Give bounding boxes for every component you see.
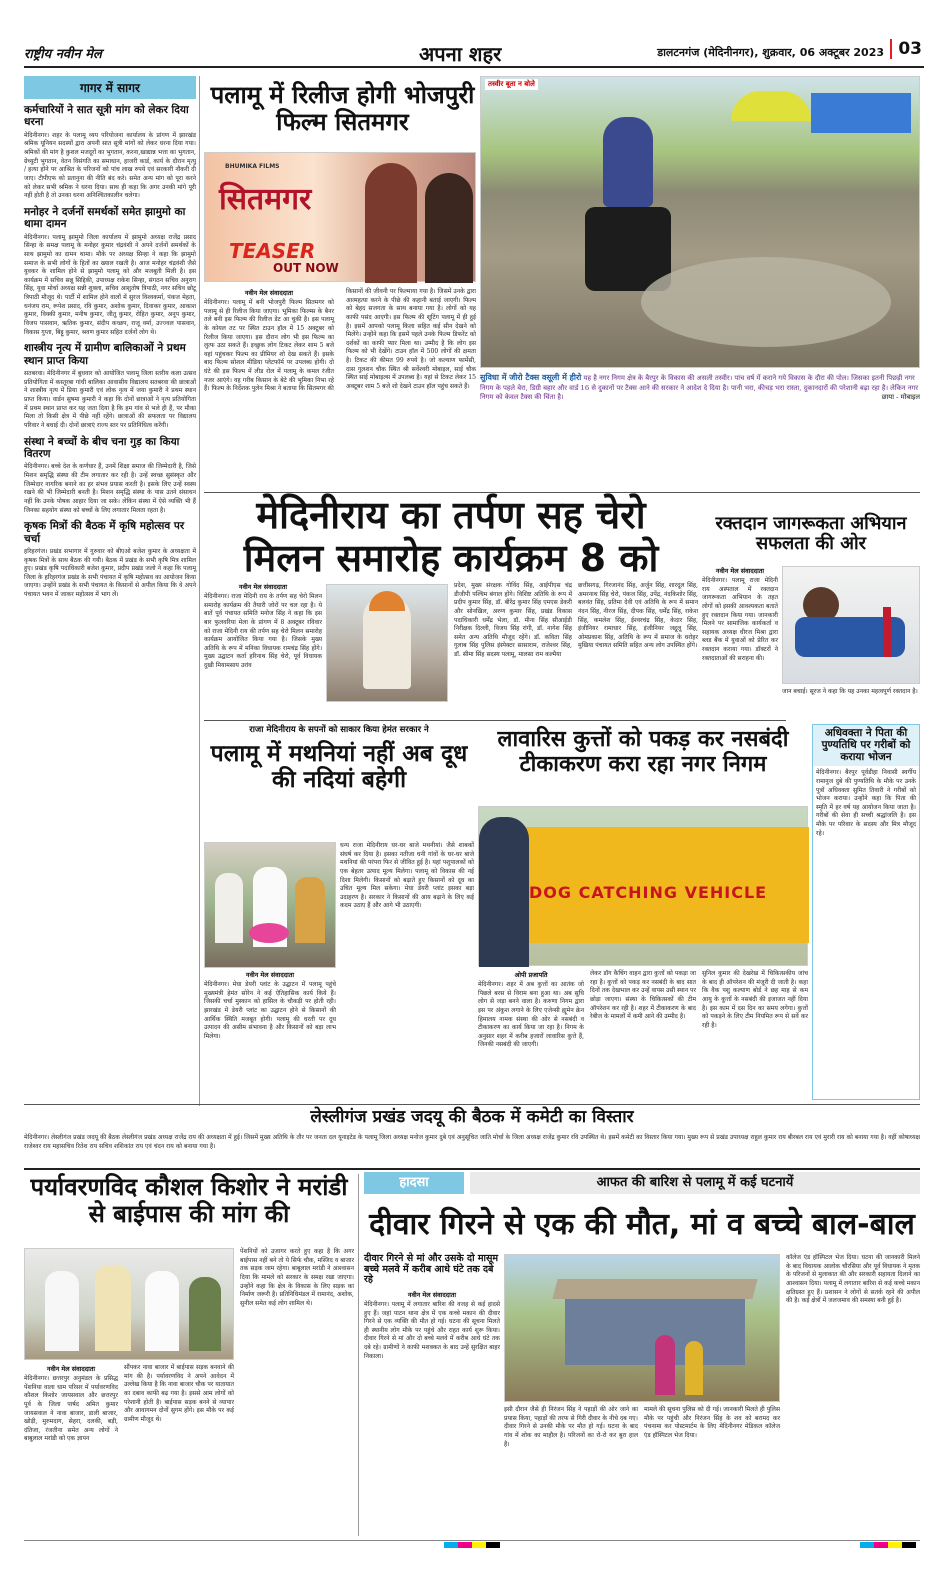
rain-story-text-3: मामले की सूचना पुलिस को दी गई। जानकारी मिलते ही पुलिस मौके पर पहुंची और निरंजन सिंह के शव को बरामद कर पंचनामा कर पोस्टमार्टम के लिए मेदिनीनगर मेडिकल कॉलेज एंड हॉस्पिटल भेज दिया। <box>644 1406 780 1439</box>
dogs-story-text: ओपी प्रजापति मेदिनीनगर। शहर में अब कुत्तों का आतंक जो पिछले बरस से विराम बना हुआ था। अब सुधि लोग से जड़ा बनने वाला है। करुणा निगम द्वारा इस पर अंकुश लगाने के लिए एजेन्सी ह्यूमेन क्रेन हिमालय नामक संस्था की ओर से नसबंदी व टीकाकरण का कार्य किया जा रहा है। निगम के अनुसार शहर में करीब हजारों लावारिस कुत्ते हैं, जिनकी नसबंदी की जाएगी। लेकर डॉग कैचिंग वाहन द्वारा कुत्तों को पकड़ा जा रहा है। कुत्तों को पकड़ कर नसबंदी के बाद सात दिनों तक देखभाल कर उन्हें वापस उसी स्थान पर छोड़ा जाएगा। संस्था के चिकित्सकों की टीम ऑपरेशन कर रही है। शहर में टीकाकरण के बाद रेबीज के मामलों में कमी आने की उम्मीद है। सुनिल कुमार की देखरेख में चिकित्सकीय जांच के बाद ही ऑपरेशन की मंजूरी दी जाती है। कहा कि वैक पशु कल्याण बोर्ड ने छह माह से कम आयु के कुत्तों के नसबंदी की इजाजत नहीं दिया है। इस काम में दस दिन का समय लगेगा। कुत्तों को पकड़ने के लिए टीम नियमित रूप से सर्वे कर रही है। <box>478 970 808 1049</box>
film-poster: BHUMIKA FILMS सितमगर TEASER OUT NOW <box>204 152 476 282</box>
tarpan-story-text: नवीन मेल संवाददाता मेदिनीनगर। राजा मेदिनी राय के तर्पण सह चेरो मिलन समारोह कार्यक्रम की तैयारी जोरों पर चल रहा है। ये बातें पूर्व पंचायत समिति मनोज सिंह ने कहा कि इस बार फुलवरिया मेला के प्रांगण में 8 अक्टूबर रविवार को राजा मेदिनी राय की तर्पण सह चेरो मिलन समारोह कार्यक्रम आयोजित किया गया है। जिसके मुख्य अतिथि के रूप में मनिका विधायक रामचंद्र सिंह होंगे। मुख्य उद्घाटन कर्ता हरिनाथ सिंह चेरो, पूर्व विधायक दुखी मियामसाय उरांव प्रदेश, मुख्य संरक्षक गोविंद सिंह, आईपीएस चंद्र डीजीपी पश्चिम बंगाल होंगे। विशिष्ट अतिथि के रूप में प्रदीप कुमार सिंह, डॉ. बीरेंद्र कुमार सिंह एमएस डेकरी और सोनखिल, अरुण कुमार सिंह, प्रखंड विकास पदाधिकारी धर्मेंद्र भेला, डॉ. मीना सिंह सीआईडी निरीक्षक दिल्ली, विजय सिंह रांगी, डॉ. नागेश सिंह समेत अन्य अतिथि मौजूद रहेंगे। डॉ. कविता सिंह गुलाब सिंह पुलिस इंस्पेक्टर सासाराम, राजेश्वर सिंह, डॉ. सीमा सिंह सदस्य पलामू, मालसा राम कल्मैया छत्तीसगढ़, गिरजानंद सिंह, अर्जुन सिंह, शारदूल सिंह, अमरनाथ सिंह चेरो, पंकज सिंह, उपेंद्र, नंदकिशोर सिंह, बलवंत सिंह, प्रतिमा देवी एवं अतिथि के रूप में समान नंदन सिंह, नीरज सिंह, दीपक सिंह, धर्मेंद्र सिंह, राकेश सिंह, कमलेश सिंह, ईश्वरचंद्र सिंह, केदार सिंह, इंजीनियर रामाधार सिंह, इंजीनियर जद्दूलू सिंह, ओमप्रकाश सिंह, अतिथि के रूप में समाज के धरोहर मुखिया पंचायत समिति सहित अन्य लोग उपस्थित होंगे। <box>204 582 698 710</box>
vehicle-label: DOG CATCHING VEHICLE <box>529 883 768 902</box>
column-tag: गागर में सागर <box>24 76 196 99</box>
river-strap: राजा मेदिनीराय के सपनों को साकार किया हेमंत सरकार ने <box>249 725 429 735</box>
river-story-text: नवीन मेल संवाददाता मेदिनीनगर। मेघा डेयरी प्लांट के उद्घाटन में पलामू पहुंचे मुख्यमंत्री हेमंत सोरेन ने कई ऐतिहासिक कार्य किये हैं। जिसकी चर्चा मुस्कान को हासिल के चौकड़ी पर होती रही। झारखंड में डेयरी प्लांट का उद्घाटन होने से किसानों की आर्थिक स्थिति मजबूत होगी। पलामू की धरती पर दूध उत्पादन की असीम संभावना है और किसानों को बड़ा लाभ मिलेगा। <box>204 971 336 1040</box>
poster-actress <box>365 163 417 283</box>
rain-strap: आफत की बारिश से पलामू में कई घटनायें <box>470 1172 920 1194</box>
rain-story-text-4: कॉलेज एंड हॉस्पिटल भेज दिया। घटना की जानकारी मिलने के बाद विधायक आलोक चौरसिया और पूर्व विधायक ने मृतक के परिजनों से मुलाकात की और सरकारी सहायता दिलाने का आश्वासन दिया। पलामू में लगातार बारिश से कई कच्चे मकान क्षतिग्रस्त हुए हैं। प्रशासन ने लोगों से सतर्क रहने की अपील की है। कई क्षेत्रों में जलजमाव की समस्या बनी हुई है। <box>786 1254 920 1305</box>
env-story-text-2: सौंपकर नावा बाजार में बाईपास सड़क बनवाने की मांग की है। पर्यावरणविद ने अपने आवेदन में उल्लेख किया है कि नावा बाजार चौक पर यातायात का दबाव काफी बढ़ गया है। इससे आम लोगों को परेशानी होती है। बाईपास सड़क बनने से व्यापार और आवागमन दोनों सुगम होंगे। इस मौके पर कई ग्रामीण मौजूद थे। <box>124 1364 234 1423</box>
brief-2-title: मनोहर ने दर्जनों समर्थकों समेत झामुमो का थामा दामन <box>24 205 186 231</box>
film-headline: पलामू में रिलीज होगी भोजपुरी फिल्म सितमगर <box>210 81 475 136</box>
rain-headline: दीवार गिरने से एक की मौत, मां व बच्चे बाल-बाल <box>369 1207 915 1242</box>
river-story-text-2: धन्य राजा मेदिनीराय घर-घर बाजे मथनीयां। जैसे शाबकों संघर्ष कर दिया है। इसका नतीजा धनी गांवों के घर-घर बाजे मथनियां की परंपरा फिर से जीवित हुई है। यहां पशुपालकों को एक बेहतर उत्पाद मूल्य मिलेगा। पलामू को विकास की नई दिशा मिलेगी। किसानों को बढ़ाते हुए किसानों को दूध का उचित मूल्य मिल सकेगा। मेघा डेयरी प्लांट इसका बड़ा उदाहरण है। सरकार ने किसानों की आय बढ़ाने के लिए कई कदम उठाए हैं और आगे भी उठाएगी। <box>340 842 474 910</box>
stall-tent <box>811 93 911 133</box>
env-headline: पर्यावरणविद कौशल किशोर ने मरांडी से बाईपास की मांग की <box>30 1173 348 1228</box>
rain-story-text-2: इसी दौरान जैसे ही निरंजन सिंह ने पहाड़ों की ओर जाने का प्रयास किया, पहाड़ों की तरफ से गिरी दीवार के नीचे दब गए। दीवार गिरने से उनकी मौके पर मौत हो गई। घटना के बाद गांव में शोक का माहौल है। परिजनों का रो-रो कर बुरा हाल है। <box>504 1406 638 1448</box>
brief-1-title: कर्मचारियों ने सात सूत्री मांग को लेकर दिया धरना <box>24 104 189 129</box>
brief-3-body: सतबरवा। मेदिनीनगर में बुधवार को आयोजित पलामू जिला स्तरीय कला उत्सव प्रतियोगिता में कस्तूरबा गांधी बालिका आवासीय विद्यालय सतबरवा की छात्राओं ने शास्त्रीय नृत्य में प्रिया कुमारी एवं लोक नृत्य में जया कुमारी ने प्रथम स्थान प्राप्त किया। वार्डन सुषमा कुमारी ने कहा कि दोनों छात्राओं ने नृत्य प्रतियोगिता में प्रथम स्थान प्राप्त कर यह जता दिया है कि हम गांव से भले ही हैं, पर मौका मिला तो किसी क्षेत्र में पीछे नहीं रहेंगे। छात्राओं की सफलता पर विद्यालय परिवार ने बधाई दी। दोनों छात्राएं राज्य स्तर पर प्रतिनिधित्व करेंगी। <box>24 370 196 429</box>
blood-story-text: नवीन मेल संवाददाता मेदिनीनगर। पलामू राजा मेदिनी राय अस्पताल में रक्तदान जागरूकता अभियान के तहत लोगों को इसकी आवश्यकता बताते हुए रक्तदान किया गया। जानकारी मिलने पर सामाजिक कार्यकर्ता व सहायक अध्यक्ष धीरज मिश्रा द्वारा ब्लड बैंक में युवाओं को प्रेरित कर रक्तदान कराया गया। डॉक्टरों ने रक्तदाताओं की सराहना की। <box>702 567 778 662</box>
left-briefs-column <box>24 76 196 1106</box>
dog-catching-vehicle-photo <box>478 806 808 966</box>
brief-2-body: मेदिनीनगर। पलामू झामुमो जिला कार्यालय में झामुमो अध्यक्ष राजेंद्र प्रसाद सिन्हा के समक्ष पलामू के मनोहर कुमार चंद्रवंशी ने अपने दर्जनों समर्थकों के साथ झामुमो का दामन थामा। मौके पर अध्यक्ष सिन्हा ने कहा कि झामुमो समाज के सभी लोगों के हितों का ख्याल रखती है। आज मनोहर चंद्रवंशी जैसे युवकर के शामिल होने से झामुमो पलामू को और मजबूती मिली है। इस कार्यक्रम में सचिव सन्नू सिद्दिकी, उपाध्यक्ष राकेश सिन्हा, संगठन सचिव अनुराग सिंह, युवा मोर्चा अध्यक्ष सन्नी शुक्ला, सचिव आशुतोष त्रिपाठी, नगर सचिव छोटू त्रिपाठी मौजूद थे। पार्टी में शामिल होने वालों में सुरज विश्वकर्मा, पंकज मेहता, धनंजय राम, रूपेश प्रसाद, रवि कुमार, अशोक कुमार, दिवाकर कुमार, आकाश कुमार, विक्की कुमार, मनीष कुमार, जीतू कुमार, रोहित कुमार, अनूप कुमार, विजय पासवान, ऋतिक कुमार, संदीप कच्छप, राजू वर्मा, उज्ज्वल पासवान, विकास गुप्ता, बिट्टू कुमार, श्रवण कुमार सहित दर्जनों लोग थे। <box>24 233 196 336</box>
rain-subhead: दीवार गिरने से मां और उसके दो मासूम बच्चे मलवे में करीब आधे घंटे तक दबे रहे <box>364 1253 499 1286</box>
jdu-body: मेदिनीनगर। लेस्लीगंज प्रखंड जदयू की बैठक लेस्लीगंज प्रखंड अध्यक्ष राजेंद्र राय की अध्यक्षता में हुई। जिसमें मुख्य अतिथि के तौर पर जनता दल यूनाइटेड के पलामू जिला अध्यक्ष मनोज कुमार दुबे एवं अनुसूचित जाति मोर्चा के जिला अध्यक्ष राजेंद्र कुमार रवि उपस्थित थे। इसमें कमेटी का विस्तार किया गया। मुख्य रूप से प्रखंड उपाध्यक्ष राहुल कुमार राय बीरबल राय एवं मुरारी राय को बनाया गया है। वहीं कोषाध्यक्ष राजेश्वर राय महासचिव रितेश राय सचिव शशिकांत राय एवं चंदन राय को बनाया गया है। <box>24 1134 920 1150</box>
tribute-body: मेदिनीनगर। बैरपुर पूर्वडीहा निवासी स्वर्गीय रामानुज दुबे की पुण्यतिथि के मौके पर उनके पुत्रों अधिवक्ता सुमित तिवारी ने गरीबों को भोजन कराया। उन्होंने कहा कि पिता की स्मृति में हर वर्ष यह आयोजन किया जाता है। गरीबों की सेवा ही सच्ची श्रद्धांजलि है। इस मौके पर परिवार के सदस्य और मित्र मौजूद रहे। <box>816 769 916 837</box>
brief-4-body: मेदिनीनगर। बच्चे देश के कर्णधार हैं, उनमें शिक्षा समाज की जिम्मेदारी है, जिसे मिशन समृद्धि संस्था की टीम लगातार कर रही है। उन्हें स्वच्छ सुसंस्कृत और जिम्मेदार नागरिक बनाने का हर संभव प्रयास करती है। इसके लिए उन्हें स्वस्थ रखने की भी जिम्मेदारी बनती है। मिशन समृद्धि संस्था के पास उतने संसाधन नहीं कि उनके पोषक आहार दिया जा सके। लेकिन संस्था में ऐसे व्यक्ति भी हैं जिनका सहयोग संस्था को बच्चों के लिए लगातार मिलता रहता है। <box>24 463 196 514</box>
river-headline: पलामू में मथनियां नहीं अब दूध की नदियां बहेगी <box>210 741 468 793</box>
tarpan-headline: मेदिनीराय का तर्पण सह चेरो मिलन समारोह कार्यक्रम 8 को <box>243 493 659 580</box>
jdu-headline: लेस्लीगंज प्रखंड जदयू की बैठक में कमेटी का विस्तार <box>310 1107 634 1127</box>
cm-greeting-photo <box>204 842 336 968</box>
rain-story-text: दीवार गिरने से मां और उसके दो मासूम बच्चे मलवे में करीब आधे घंटे तक दबे रहे नवीन मेल संवाददाता मेदिनीनगर। पलामू में लगातार बारिश की वजह से कई हादसे हुए हैं। जहां पाटन थाना क्षेत्र में एक कच्चे मकान की दीवार गिरने से एक व्यक्ति की मौत हो गई। घटना की सूचना मिलते ही स्थानीय लोग मौके पर पहुंचे और राहत कार्य शुरू किया। दीवार गिरने से मां और दो बच्चे मलवे में करीब आधे घंटे तक दबे रहे। ग्रामीणों ने काफी मशक्कत के बाद उन्हें सुरक्षित बाहर निकाला। <box>364 1253 500 1360</box>
brief-3-title: शास्त्रीय नृत्य में ग्रामीण बालिकाओं ने प्रथम स्थान प्राप्त किया <box>24 342 186 367</box>
rain-tag: हादसा <box>364 1172 464 1194</box>
stall-umbrella <box>731 91 811 121</box>
rider <box>603 117 653 207</box>
film-story-text: नवीन मेल संवाददाता मेदिनीनगर। पलामू में बनी भोजपुरी फिल्म सितमगर को पलामू से ही रिलीज किया जाएगा। भूमिका फिल्म्स के बैनर तले बनी इस फिल्म की रिलीज डेट आ चुकी है। इस पलामू के कोयल तट पर स्थित टाउन हॉल में 15 अक्टूबर को रिलीज किया जाएगा। इस दौरान लोग भी इस फिल्म का लुत्फ उठा सकते हैं। इच्छुक लोग टिकट लेकर शाम 5 बजे वहां पहुंचकर फिल्म का प्रीमियर शो देख सकते हैं। इसके बाद फिल्म सोशल मीडिया प्लेटफॉर्म पर उपलब्ध होगी। दो घंटे की इस फिल्म में लीड रोल में पलामू के कमल रंजीत नजर आएंगे। वह गरीब किसान के बेटे की भूमिका निभा रहे हैं। फिल्म के निर्देशक पुलेन मिश्रा ने बताया कि सितमगर की किसानों की जीवनी पर फिल्माया गया है। जिसमें उनके द्वारा आत्महत्या करने के पीछे की कहानी बताई जाएगी। फिल्म को बेहद सजगता के साथ बनाया गया है। लोगों को यह काफी पसंद आएगी। इस फिल्म की शूटिंग पलामू में ही हुई है। इसमें आपको पलामू किला सहित कई सीन देखने को मिलेंगे। उन्होंने कहा कि इसमें पहले उनके फिल्म डिफरेंट को दर्शकों का काफी प्यार मिला था। उम्मीद है कि लोग इस फिल्म को भी देखेंगे। टाउन हॉल में 500 लोगों की क्षमता है। टिकट की कीमत 99 रुपये है। जो कल्याण फार्मेसी, दास गुलशन चौक स्थित श्री सर्वेश्वरी मोबाइल, साई चौक स्थित साई मोबाइल्स में उपलब्ध है। यहां से टिकट लेकर 15 अक्टूबर शाम 5 बजे शो देखने टाउन हॉल पहुंच सकते हैं। <box>204 288 476 393</box>
dogs-headline: लावारिस कुत्तों को पकड़ कर नसबंदी टीकाकरण करा रहा नगर निगम <box>497 727 789 777</box>
blood-donor-photo <box>782 566 920 684</box>
collapsed-house-photo <box>504 1254 780 1402</box>
paper-logo: राष्ट्रीय नवीन मेल <box>24 47 102 62</box>
poster-teaser: TEASER <box>229 239 316 263</box>
memorandum-photo <box>24 1248 234 1360</box>
column-rule <box>358 1174 359 1536</box>
brief-4-title: संस्था ने बच्चों के बीच चना गुड़ का किया वितरण <box>24 435 180 460</box>
brief-1-body: मेदिनीनगर। शहर के पलामू व्यय परियोजना कार्यालय के प्रांगण में झारखंड श्रमिक यूनियन सदस्यों द्वारा अपनी सात सूत्री मांगों को लेकर धरना दिया गया। श्रमिकों की मांग है कुशल मजदूरों का भुगतान, करना,खाद्यान्न भत्ता का भुगतान, ग्रेच्युटी भुगतान, वेतन विसंगति का समाधान, हाजरी कार्ड, कार्य के दौरान मृत्यु / हत्या होने पर आश्रित के परिजनों को पांच लाख रुपये एवं सरकारी नौकरी दी जाए। टीपीएफ को प्रतानुना की नीति बंद करे। समेत अन्य मांग को पूरा करने को लेकर सभी श्रमिक ने धरना दिया। साथ ही कहा कि अगर उनकी मांगे पूरी नहीं होती है तो उनका धरना अनिश्चितकालीन चलेगा। <box>24 131 196 200</box>
brief-5-body: हरिहरगंज। प्रखंड सभागार में गुरुवार को बीएओ बजेश कुमार के अध्यक्षता में कृषक मित्रों के साथ बैठक की गयी। बैठक में प्रखंड के सभी कृषि मित्र शामिल हुए। प्रखंड कृषि पदाधिकारी बजेश कुमार, प्रदीप प्रखंड जलो ने कहा कि पलामू जिला के हरिहरगंज प्रखंड के सभी पंचायत में कृषि महोत्सव का आयोजन किया जाएगा। उन्होंने प्रखंड के सभी पंचायत के किसानों से अपील किया कि वे अपने पंचायत भवन में जाकर महोत्सव में भाग लें। <box>24 547 196 599</box>
env-story-text: नवीन मेल संवाददाता मेदिनीनगर। छत्तरपुर अनुमंडल के प्रसिद्ध पेंशनिया वाला धाम परिसर में पर्यावरणविद कौशल किशोर जायसवाल और छत्तरपुर पूर्व के जिला पार्षद अमित कुमार जायसवाल ने नावा बाजार, डाली बाजार, खोड़ी, मुरुमदाग, सेहरा, दलकी, बड़ी, दंतिजा, रंजतीना समेत अन्य लोगों ने बाबूलाल मरांडी को एक ज्ञापन <box>24 1365 118 1443</box>
photo-kicker: तस्वीर बूता न बोले <box>485 79 538 90</box>
poster-out-now: OUT NOW <box>273 261 339 275</box>
blood-caption: जान बचाई। सूरज ने कहा कि यह उनका महत्वपूर्ण रक्तदान है। <box>782 688 918 695</box>
page-number: 03 <box>890 39 922 59</box>
puddle <box>641 257 891 347</box>
section-title: अपना शहर <box>419 42 502 66</box>
medini-rai-statue-photo <box>326 584 448 702</box>
brief-5-title: कृषक मित्रों की बैठक में कृषि महोत्सव पर चर्चा <box>24 520 185 545</box>
env-story-text-3: पेंशनियों को उजागर करते हुए कहा है कि अगर बाईपास नहीं बने तो ये सिर्फ चौक, मस्जिद व बाजार तक सड़क जाम रहेगा। बाबूलाल मरांडी ने आश्वासन दिया कि मामले को सरकार के समक्ष रखा जाएगा। उन्होंने कहा कि क्षेत्र के विकास के लिए सड़क का निर्माण जरूरी है। प्रतिनिधिमंडल में रामानंद, अशोक, सुनील समेत कई लोग शामिल थे। <box>240 1248 354 1307</box>
tribute-headline: अधिवक्ता ने पिता की पुण्यतिथि पर गरीबों को कराया भोजन <box>813 725 919 766</box>
section-rule <box>24 1168 920 1170</box>
section-rule <box>24 1104 920 1105</box>
masthead <box>24 38 924 68</box>
column-rule <box>199 76 200 1106</box>
section-rule <box>204 720 786 721</box>
blood-headline: रक्तदान जागरूकता अभियान सफलता की ओर <box>715 513 907 555</box>
poster-title: सितमगर <box>219 182 312 217</box>
tribute-box <box>812 724 920 1100</box>
color-registration-bar <box>24 1540 920 1548</box>
street-photo <box>480 76 920 368</box>
dateline: डालटनगंज (मेदिनीनगर), शुक्रवार, 06 अक्टूबर 2023 <box>657 46 884 59</box>
poster-actor <box>425 173 473 283</box>
photo-caption: सुविधा में जीरो टैक्स वसूली में हीरो यह है नगर निगम क्षेत्र के बैरपुर के विकास की असली तस्वीर। पांच वर्ष में कराने गये विकास के दौरा की पोल। जिसका इतनी पिछड़ी नगर निगम के पहले बेरा, डिग्री बहार और वार्ड 16 से दुकानों पर टैक्स आने की सरकार ने आदेश दे दिया है। पानी भरा, कीचड़ भरा रास्ता, दुकानदारों की परेशानी बढ़ा रहा है। लेकिन नगर निगम को केवल टैक्स की चिंता है। छाया - मोबाइल <box>480 372 920 402</box>
